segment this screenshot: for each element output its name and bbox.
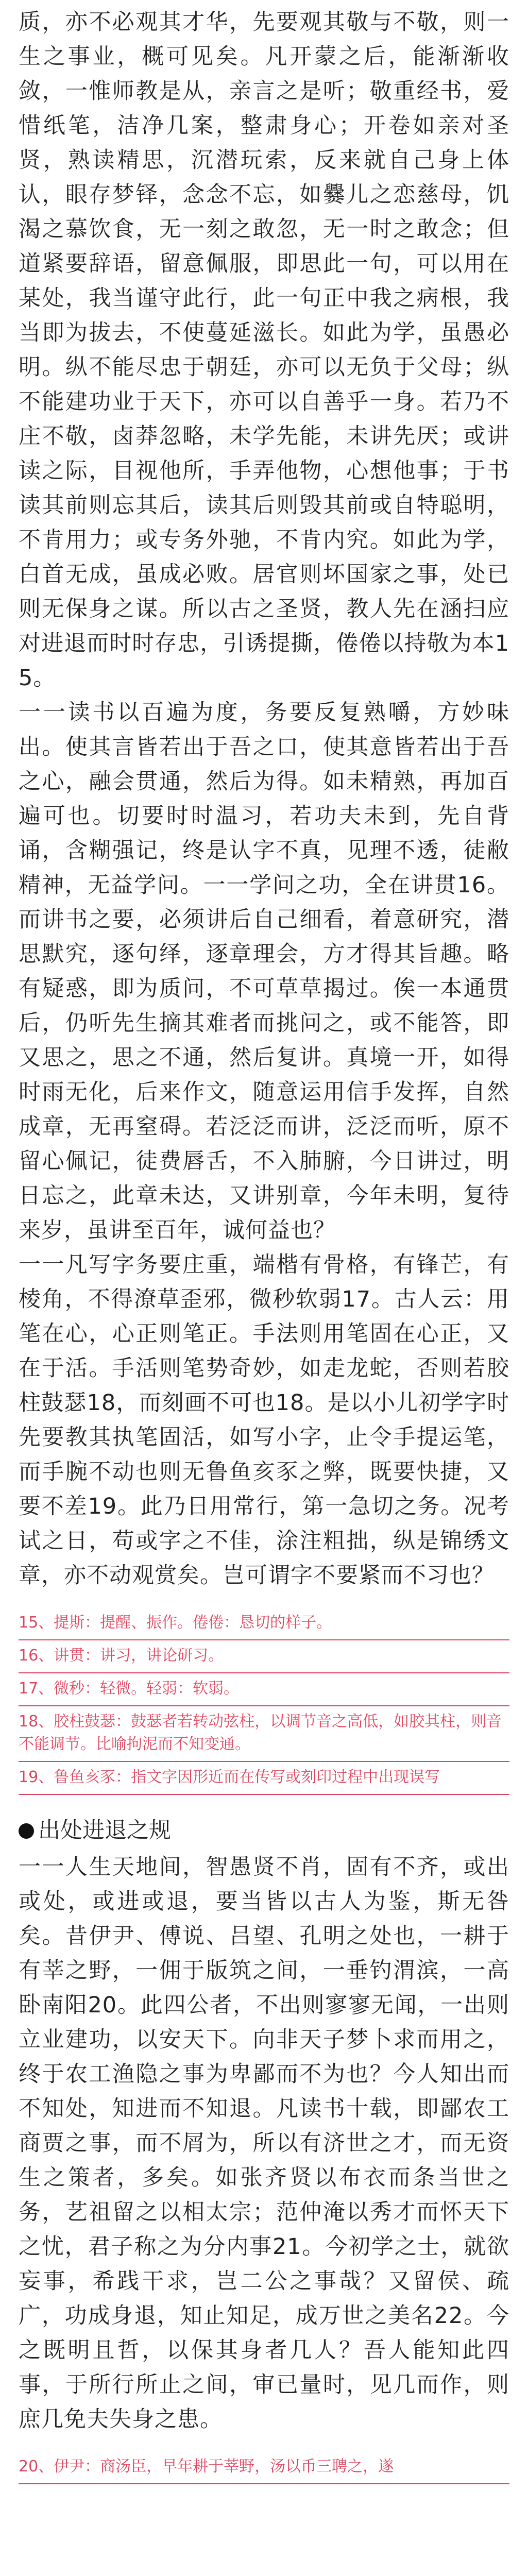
footnote-17: 17、微秒：轻微。轻弱：软弱。 [19,1673,509,1706]
paragraph-career: 一一人生天地间，智愚贤不肖，固有不齐，或出或处，或进或退，要当皆以古人为鉴，斯无咎矣。昔伊尹、傅说、吕望、孔明之处也，一耕于有莘之野，一佣于版筑之间，一垂钓渭滨，一高卧南阳20。此四公者，不出则寥寥无闻，一出则立业建功，以安天下。向非天子梦卜求而用之，终于农工渔隐之事为卑鄙而不为也？今人知出而不知处，知进而不知退。凡读书十载，即鄙农工商贾之事，而不屑为，所以有济世之才，而无资生之策者，多矣。如张齐贤以布衣而条当世之务，艺祖留之以相太宗；范仲淹以秀才而怀天下之忧，君子称之为分内事21。今初学之士，就欲妄事，希践干求，岂二公之事哉？又留侯、疏广，功成身退，知止知足，成万世之美名22。今之既明且哲，以保其身者几人？吾人能知此四事，于所行所止之间，审已量时，见几而作，则庶几免夫失身之患。 [19,1854,509,2432]
footnote-18: 18、胶柱鼓瑟：鼓瑟者若转动弦柱，以调节音之高低，如胶其柱，则音不能调节。比喻拘泥而不知变通。 [19,1706,509,1762]
section-title: 出处进退之规 [38,1818,171,1843]
section-career [19,1814,509,2484]
footnotes [19,1607,509,1795]
paragraph-reading: 一一读书以百遍为度，务要反复熟嚼，方妙味出。使其言皆若出于吾之口，使其意皆若出于吾之心，融会贯通，然后为得。如未精熟，再加百遍可也。切要时时温习，若功夫未到，先自背诵，含糊强记，终是认字不真，见理不透，徒敝精神，无益学问。一一学问之功，全在讲贯16。而讲书之要，必须讲后自己细看，着意研究，潜思默究，逐句绎，逐章理会，方才得其旨趣。略有疑惑，即为质问，不可草草揭过。俟一本通贯后，仍听先生摘其难者而挑问之，或不能答，即又思之，思之不通，然后复讲。真境一开，如得时雨无化，后来作文，随意运用信手发挥，自然成章，无再窒碍。若泛泛而讲，泛泛而听，原不留心佩记，徒费唇舌，不入肺腑，今日讲过，明日忘之，此章未达，又讲别章，今年未明，复待来岁，虽讲至百年，诚何益也？ [19,700,509,1243]
section-learning [19,5,509,1795]
paragraph-respect: 质，亦不必观其才华，先要观其敬与不敬，则一生之事业，概可见矣。凡开蒙之后，能渐渐收敛，一惟师教是从，亲言之是听；敬重经书，爱惜纸笔，洁净几案，整肃身心；开卷如亲对圣贤，熟读精思，沉潜玩索，反来就自己身上体认，眼存梦铎，念念不忘，如爨儿之恋慈母，饥渴之慕饮食，无一刻之敢忽，无一时之敢念；但道紧要辞语，留意佩服，即思此一句，可以用在某处，我当谨守此行，此一句正中我之病根，我当即为拔去，不使蔓延滋长。如此为学，虽愚必明。纵不能尽忠于朝廷，亦可以无负于父母；纵不能建功业于天下，亦可以自善乎一身。若乃不庄不敬，卤莽忽略，未学先能，未讲先厌；或讲读之际，目视他所，手弄他物，心想他事；于书读其前则忘其后，读其后则毁其前或自特聪明，不肯用力；或专务外驰，不肯内究。如此为学，白首无成，虽成必败。居官则坏国家之事，处已则无保身之谋。所以古之圣贤，教人先在涵扫应对进退而时时存忠，引诱提撕，倦倦以持敬为本15。 [19,9,509,691]
footnote-20: 20、伊尹：商汤臣，早年耕于莘野，汤以币三聘之，遂 [19,2451,509,2484]
footnotes-career [19,2451,509,2484]
footnote-19: 19、鲁鱼亥豕：指文字因形近而在传写或刻印过程中出现误写 [19,1762,509,1795]
bullet-icon [19,1823,34,1839]
footnote-16: 16、讲贯：讲习，讲论研习。 [19,1640,509,1673]
footnote-15: 15、提斯：提醒、振作。倦倦：恳切的样子。 [19,1607,509,1640]
paragraph-writing: 一一凡写字务要庄重，端楷有骨格，有锋芒，有棱角，不得潦草歪邪，微秒软弱17。古人云：用笔在心，心正则笔正。手法则用笔固在心正，又在于活。手活则笔势奇妙，如走龙蛇，否则若胶柱鼓瑟18，而刻画不可也18。是以小儿初学字时先要教其执笔固活，如写小字，止令手提运笔，而手腕不动也则无鲁鱼亥豕之弊，既要快捷，又要不差19。此乃日用常行，第一急切之务。况考试之日，苟或字之不佳，涂注粗拙，纵是锦绣文章，亦不动观赏矣。岂可谓字不要紧而不习也？ [19,1252,509,1588]
section-heading [19,1814,509,1848]
